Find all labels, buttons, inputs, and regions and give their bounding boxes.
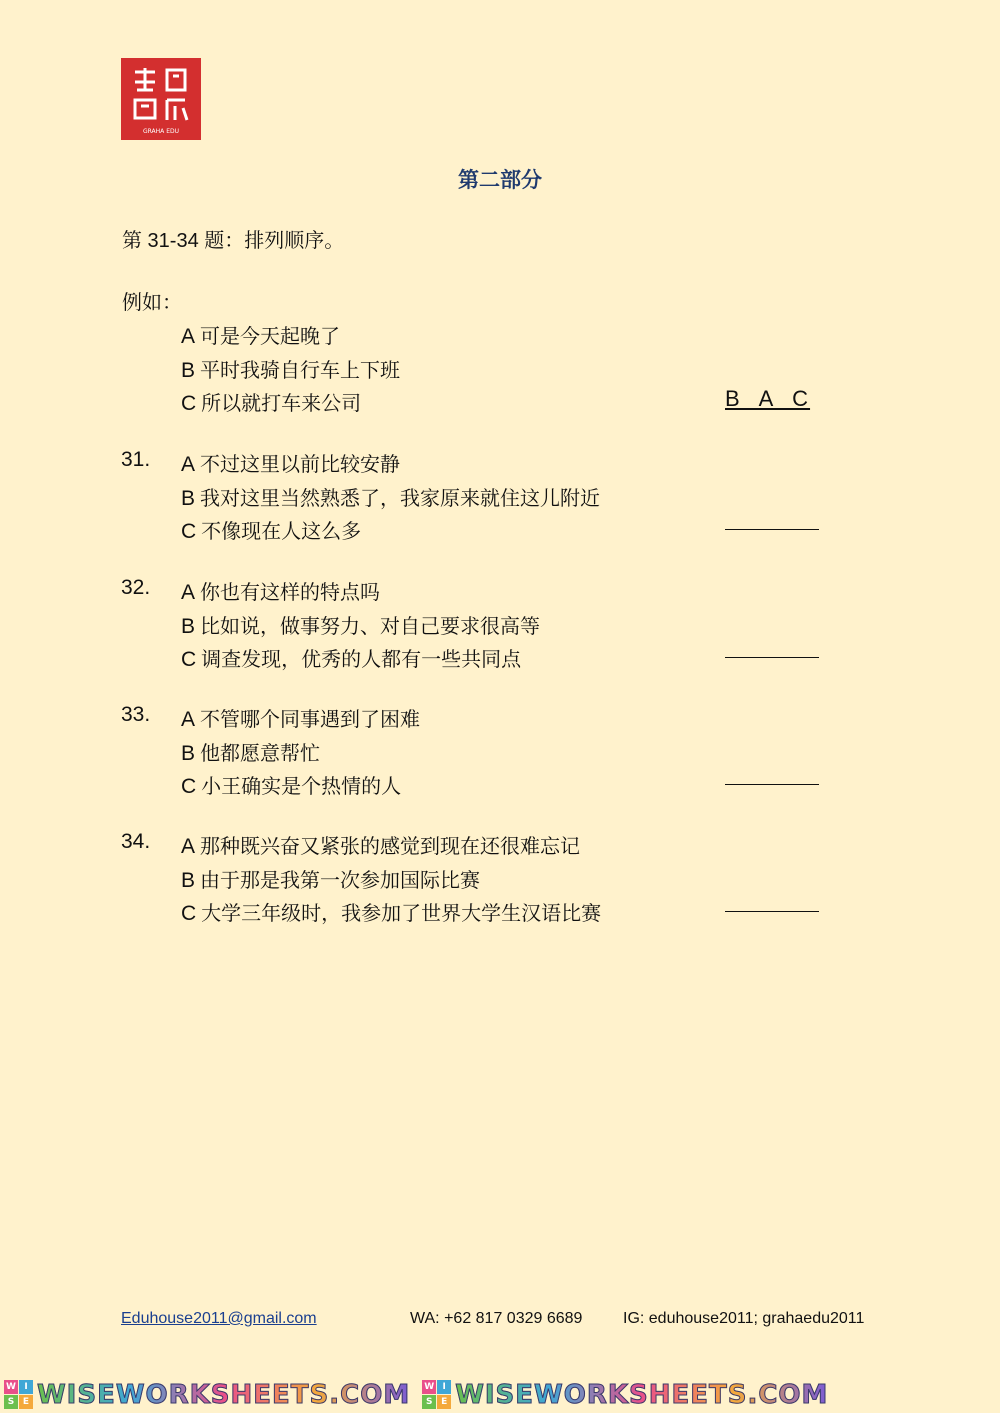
question-number: 31. — [121, 448, 151, 471]
watermark-item — [418, 1380, 828, 1410]
example-option-c: C 所以就打车来公司 — [181, 391, 362, 415]
question-range: 第 31-34 题 — [122, 230, 225, 252]
option-b: B 比如说，做事努力、对自己要求很高等 — [181, 614, 541, 638]
answer-blank[interactable] — [725, 783, 819, 785]
watermark-text: WISEWORKSHEETS.COM — [37, 1379, 411, 1410]
wise-logo-icon: W I S E — [4, 1380, 33, 1409]
watermark-item — [0, 1380, 410, 1410]
watermark-banner — [0, 1376, 1000, 1413]
option-a: A 你也有这样的特点吗 — [181, 580, 381, 604]
option-a: A 那种既兴奋又紧张的感觉到现在还很难忘记 — [181, 834, 581, 858]
watermark-text: WISEWORKSHEETS.COM — [455, 1379, 829, 1410]
wise-logo-icon: W I S E — [422, 1380, 451, 1409]
section-title: 第二部分 — [458, 167, 542, 192]
option-c: C 小王确实是个热情的人 — [181, 774, 402, 798]
example-option-b: B 平时我骑自行车上下班 — [181, 358, 401, 382]
question-number: 33. — [121, 703, 151, 726]
answer-blank[interactable] — [725, 910, 819, 912]
option-c: C 调查发现，优秀的人都有一些共同点 — [181, 647, 522, 671]
seal-icon — [121, 58, 201, 140]
option-c: C 不像现在人这么多 — [181, 519, 362, 543]
example-option-a: A 可是今天起晚了 — [181, 324, 341, 348]
option-b: B 我对这里当然熟悉了，我家原来就住这儿附近 — [181, 486, 601, 510]
option-b: B 他都愿意帮忙 — [181, 741, 321, 765]
option-a: A 不管哪个同事遇到了困难 — [181, 707, 421, 731]
instruction — [122, 224, 344, 253]
option-c: C 大学三年级时，我参加了世界大学生汉语比赛 — [181, 901, 602, 925]
seal-lettering: GRAHA EDU — [142, 128, 180, 135]
whatsapp-contact: WA: +62 817 0329 6689 — [410, 1310, 583, 1327]
instruction-text: ：排列顺序。 — [224, 228, 345, 252]
instagram-contact: IG: eduhouse2011; grahaedu2011 — [623, 1310, 865, 1327]
logo — [121, 58, 201, 140]
example-answer: B A C — [725, 386, 811, 411]
question-number: 34. — [121, 830, 151, 853]
answer-blank[interactable] — [725, 656, 819, 658]
email-link[interactable]: Eduhouse2011@gmail.com — [121, 1310, 317, 1327]
question-number: 32. — [121, 576, 151, 599]
answer-blank[interactable] — [725, 528, 819, 530]
option-b: B 由于那是我第一次参加国际比赛 — [181, 868, 481, 892]
option-a: A 不过这里以前比较安静 — [181, 452, 401, 476]
example-label: 例如： — [122, 290, 182, 314]
